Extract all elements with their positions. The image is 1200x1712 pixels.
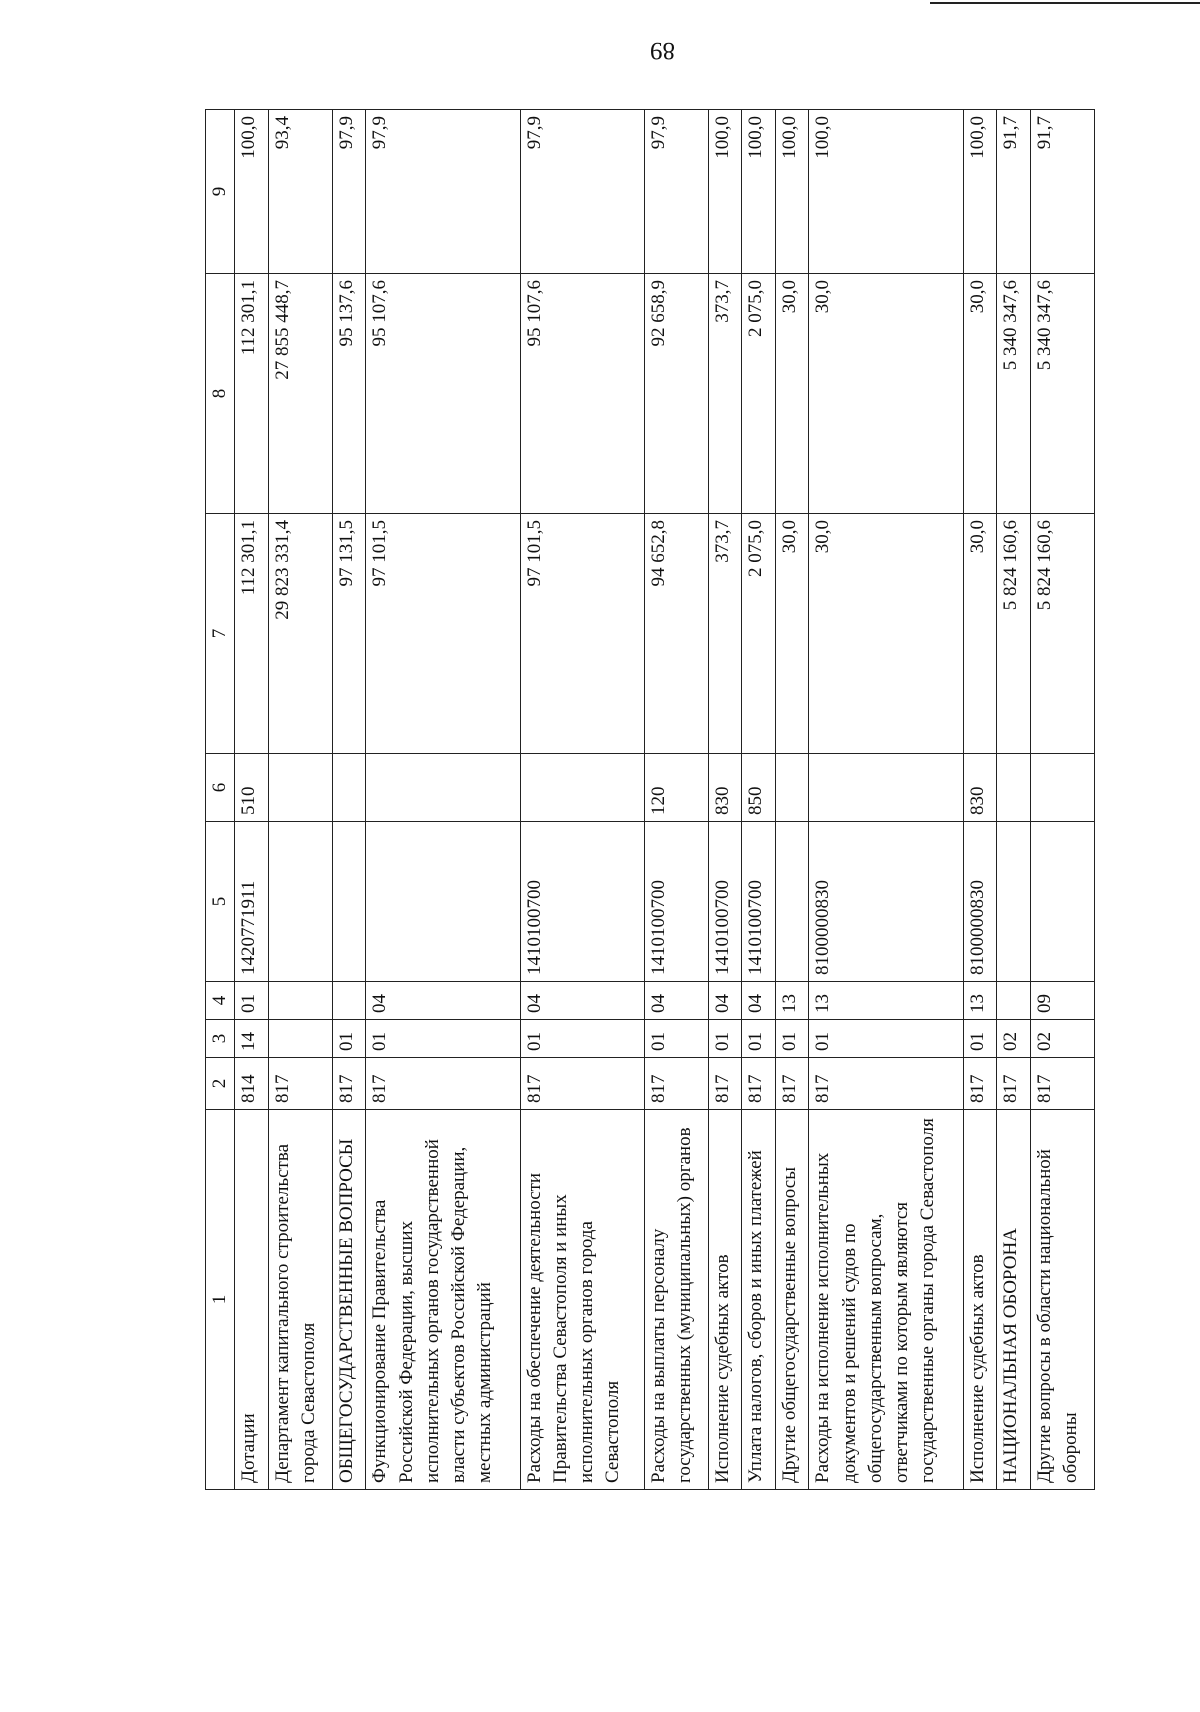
percent-cell: 100,0	[708, 110, 742, 274]
target-article-cell: 8100000830	[963, 822, 997, 982]
executed-amount-cell: 27 855 448,7	[268, 274, 332, 514]
executed-amount-cell: 5 340 347,6	[997, 274, 1031, 514]
section-cell: 01	[963, 1020, 997, 1058]
code-cell: 817	[963, 1058, 997, 1110]
row-name-cell: Уплата налогов, сборов и иных платежей	[742, 1110, 776, 1490]
expense-type-cell	[332, 754, 366, 822]
percent-cell: 100,0	[775, 110, 809, 274]
percent-cell: 100,0	[809, 110, 963, 274]
table-row	[1031, 110, 1095, 1490]
column-header: 3	[206, 1020, 235, 1058]
planned-amount-cell: 30,0	[963, 514, 997, 754]
table-row	[708, 110, 742, 1490]
executed-amount-cell: 95 137,6	[332, 274, 366, 514]
row-name-cell: Расходы на обеспечение деятельности Правительства Севастополя и иных исполнительных органов города Севастополя	[520, 1110, 644, 1490]
expense-type-cell: 850	[742, 754, 776, 822]
executed-amount-cell: 95 107,6	[520, 274, 644, 514]
percent-cell: 100,0	[963, 110, 997, 274]
planned-amount-cell: 97 101,5	[366, 514, 520, 754]
planned-amount-cell: 5 824 160,6	[997, 514, 1031, 754]
row-name-cell: Расходы на выплаты персоналу государственных (муниципальных) органов	[644, 1110, 708, 1490]
expense-type-cell	[775, 754, 809, 822]
target-article-cell: 1410100700	[520, 822, 644, 982]
table-container	[205, 110, 1095, 1490]
planned-amount-cell: 5 824 160,6	[1031, 514, 1095, 754]
expense-type-cell	[997, 754, 1031, 822]
percent-cell: 97,9	[520, 110, 644, 274]
expense-type-cell: 120	[644, 754, 708, 822]
row-name-cell: Департамент капитального строительства города Севастополя	[268, 1110, 332, 1490]
table-row	[332, 110, 366, 1490]
section-cell: 02	[1031, 1020, 1095, 1058]
target-article-cell: 8100000830	[809, 822, 963, 982]
planned-amount-cell: 373,7	[708, 514, 742, 754]
table-row	[520, 110, 644, 1490]
executed-amount-cell: 112 301,1	[235, 274, 269, 514]
table-row	[809, 110, 963, 1490]
subsection-cell	[268, 982, 332, 1020]
budget-table	[205, 109, 1095, 1490]
planned-amount-cell: 97 101,5	[520, 514, 644, 754]
column-header: 5	[206, 822, 235, 982]
subsection-cell: 04	[708, 982, 742, 1020]
table-row	[775, 110, 809, 1490]
table-row	[997, 110, 1031, 1490]
table-row	[644, 110, 708, 1490]
planned-amount-cell: 30,0	[809, 514, 963, 754]
planned-amount-cell: 112 301,1	[235, 514, 269, 754]
expense-type-cell: 830	[963, 754, 997, 822]
table-row	[742, 110, 776, 1490]
subsection-cell: 13	[775, 982, 809, 1020]
executed-amount-cell: 92 658,9	[644, 274, 708, 514]
expense-type-cell	[268, 754, 332, 822]
section-cell: 01	[644, 1020, 708, 1058]
code-cell: 817	[332, 1058, 366, 1110]
top-rule	[930, 2, 1200, 4]
section-cell: 14	[235, 1020, 269, 1058]
table-row	[366, 110, 520, 1490]
code-cell: 817	[366, 1058, 520, 1110]
section-cell: 01	[775, 1020, 809, 1058]
column-header: 7	[206, 514, 235, 754]
section-cell: 01	[809, 1020, 963, 1058]
planned-amount-cell: 97 131,5	[332, 514, 366, 754]
target-article-cell: 1420771911	[235, 822, 269, 982]
section-cell: 01	[708, 1020, 742, 1058]
section-cell: 01	[742, 1020, 776, 1058]
target-article-cell	[366, 822, 520, 982]
code-cell: 817	[809, 1058, 963, 1110]
target-article-cell	[1031, 822, 1095, 982]
percent-cell: 97,9	[644, 110, 708, 274]
percent-cell: 100,0	[742, 110, 776, 274]
target-article-cell	[268, 822, 332, 982]
column-header: 4	[206, 982, 235, 1020]
code-cell: 817	[268, 1058, 332, 1110]
code-cell: 817	[997, 1058, 1031, 1110]
column-header: 2	[206, 1058, 235, 1110]
row-name-cell: Исполнение судебных актов	[963, 1110, 997, 1490]
section-cell: 01	[366, 1020, 520, 1058]
expense-type-cell	[366, 754, 520, 822]
code-cell: 817	[742, 1058, 776, 1110]
column-header: 1	[206, 1110, 235, 1490]
target-article-cell: 1410100700	[742, 822, 776, 982]
planned-amount-cell: 29 823 331,4	[268, 514, 332, 754]
expense-type-cell	[809, 754, 963, 822]
subsection-cell: 04	[742, 982, 776, 1020]
target-article-cell	[997, 822, 1031, 982]
section-cell	[268, 1020, 332, 1058]
section-cell: 01	[332, 1020, 366, 1058]
page-number: 89	[650, 37, 675, 64]
table-row	[268, 110, 332, 1490]
percent-cell: 93,4	[268, 110, 332, 274]
expense-type-cell: 830	[708, 754, 742, 822]
header-row	[206, 110, 235, 1490]
section-cell: 02	[997, 1020, 1031, 1058]
executed-amount-cell: 2 075,0	[742, 274, 776, 514]
column-header: 6	[206, 754, 235, 822]
subsection-cell: 13	[809, 982, 963, 1020]
code-cell: 817	[1031, 1058, 1095, 1110]
subsection-cell: 04	[644, 982, 708, 1020]
expense-type-cell	[1031, 754, 1095, 822]
planned-amount-cell: 2 075,0	[742, 514, 776, 754]
subsection-cell	[332, 982, 366, 1020]
code-cell: 817	[520, 1058, 644, 1110]
target-article-cell: 1410100700	[644, 822, 708, 982]
executed-amount-cell: 5 340 347,6	[1031, 274, 1095, 514]
section-cell: 01	[520, 1020, 644, 1058]
target-article-cell	[775, 822, 809, 982]
code-cell: 817	[708, 1058, 742, 1110]
percent-cell: 97,9	[332, 110, 366, 274]
code-cell: 814	[235, 1058, 269, 1110]
row-name-cell: Другие общегосударственные вопросы	[775, 1110, 809, 1490]
subsection-cell	[997, 982, 1031, 1020]
subsection-cell: 04	[520, 982, 644, 1020]
executed-amount-cell: 373,7	[708, 274, 742, 514]
executed-amount-cell: 30,0	[809, 274, 963, 514]
executed-amount-cell: 30,0	[775, 274, 809, 514]
row-name-cell: НАЦИОНАЛЬНАЯ ОБОРОНА	[997, 1110, 1031, 1490]
subsection-cell: 13	[963, 982, 997, 1020]
target-article-cell	[332, 822, 366, 982]
row-name-cell: Дотации	[235, 1110, 269, 1490]
column-header: 9	[206, 110, 235, 274]
row-name-cell: Исполнение судебных актов	[708, 1110, 742, 1490]
executed-amount-cell: 30,0	[963, 274, 997, 514]
planned-amount-cell: 94 652,8	[644, 514, 708, 754]
row-name-cell: Расходы на исполнение исполнительных документов и решений судов по общегосударственным вопросам, ответчиками по которым являются государственные органы города Севастополя	[809, 1110, 963, 1490]
expense-type-cell	[520, 754, 644, 822]
code-cell: 817	[644, 1058, 708, 1110]
table-row	[235, 110, 269, 1490]
percent-cell: 91,7	[1031, 110, 1095, 274]
expense-type-cell: 510	[235, 754, 269, 822]
row-name-cell: Функционирование Правительства Российской Федерации, высших исполнительных органов государственной власти субъектов Российской Федерации, местных администраций	[366, 1110, 520, 1490]
subsection-cell: 09	[1031, 982, 1095, 1020]
code-cell: 817	[775, 1058, 809, 1110]
percent-cell: 100,0	[235, 110, 269, 274]
target-article-cell: 1410100700	[708, 822, 742, 982]
table-row	[963, 110, 997, 1490]
row-name-cell: ОБЩЕГОСУДАРСТВЕННЫЕ ВОПРОСЫ	[332, 1110, 366, 1490]
planned-amount-cell: 30,0	[775, 514, 809, 754]
percent-cell: 97,9	[366, 110, 520, 274]
subsection-cell: 04	[366, 982, 520, 1020]
percent-cell: 91,7	[997, 110, 1031, 274]
row-name-cell: Другие вопросы в области национальной обороны	[1031, 1110, 1095, 1490]
executed-amount-cell: 95 107,6	[366, 274, 520, 514]
column-header: 8	[206, 274, 235, 514]
subsection-cell: 01	[235, 982, 269, 1020]
